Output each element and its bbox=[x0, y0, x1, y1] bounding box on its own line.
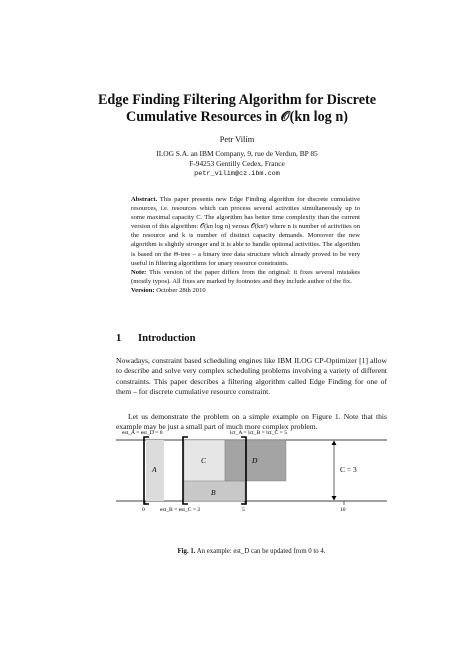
title-line-2: Cumulative Resources in 𝒪(kn log n) bbox=[126, 109, 348, 125]
abstract-label: Abstract. bbox=[131, 196, 158, 203]
author-name: Petr Vilím bbox=[219, 135, 255, 144]
section-title: Introduction bbox=[138, 333, 196, 344]
activity-c-label: C bbox=[201, 456, 207, 465]
section-number: 1 bbox=[116, 333, 122, 344]
label-lct-a-b-c: lct_A = lct_B = lct_C = 5 bbox=[230, 430, 288, 436]
version-label: Version: bbox=[131, 286, 155, 294]
abstract-block bbox=[131, 195, 360, 295]
figure-1 bbox=[0, 420, 474, 548]
version-text: October 28th 2010 bbox=[156, 286, 206, 294]
tick-label-10: 10 bbox=[340, 507, 346, 513]
note-label: Note: bbox=[131, 268, 147, 276]
capacity-label: C = 3 bbox=[340, 465, 357, 474]
affiliation-line-1: ILOG S.A. an IBM Company, 9, rue de Verdun, BP 85 bbox=[156, 149, 318, 158]
title-line-1: Edge Finding Filtering Algorithm for Discrete bbox=[97, 92, 377, 108]
intro-paragraph-1-text: Nowadays, constraint based scheduling engines like IBM ILOG CP-Optimizer [1] allow to describe and solve very complex scheduling problems involving a variety of different constraints. This paper describes a filtering algorithm called Edge Finding for one of them – for discrete cumulative resource constraint. bbox=[116, 356, 387, 397]
abstract-text: This paper presents new Edge Finding algorithm for discrete cumulative resources, i.e. resources which can process several activities simultaneously up to some maximal capacity C. The algorithm has better time complexity than the current version of this algorithm: 𝒪(kn log n) versus 𝒪(kn²) where n is number of activities on the resource and k is number of distinct capacity demands. Moreover the new algorithm is slightly stronger and it is able to handle optional activities. The algorithm is based on the Θ-tree – a binary tree data structure which already proved to be very useful in filtering algorithms for unary resource constraints. bbox=[131, 196, 361, 267]
figure-caption bbox=[116, 548, 387, 555]
capacity-indicator bbox=[332, 441, 357, 501]
tick-label-0: 0 bbox=[142, 507, 145, 513]
figure-labels-top bbox=[122, 430, 287, 436]
affiliation-line-2: F-94253 Gentilly Cedex, France bbox=[189, 159, 285, 168]
author-email: petr_vilim@cz.ibm.com bbox=[194, 170, 280, 178]
activity-a-label: A bbox=[152, 465, 157, 474]
capacity-arrow-up bbox=[332, 441, 337, 446]
note-text: This version of the paper differs from the original: it fixes several mistakes (mostly typos). All fixes are marked by footnotes and they include author of the fix. bbox=[131, 268, 360, 285]
figure-label: Fig. 1. bbox=[177, 548, 196, 555]
figure-caption-text: An example: est_D can be updated from 0 to 4. bbox=[196, 548, 326, 555]
intro-paragraph-1 bbox=[116, 356, 387, 398]
section-heading bbox=[116, 333, 196, 344]
capacity-arrow-down bbox=[332, 496, 337, 501]
intro-paragraph-2-text: Let us demonstrate the problem on a simple example on Figure 1. Note that this example may be just a small part of much more complex problem. bbox=[116, 412, 387, 432]
activity-b-label: B bbox=[211, 488, 216, 497]
activity-d-label: D bbox=[252, 456, 258, 465]
tick-label-5: 5 bbox=[242, 507, 245, 513]
label-est-b-c: est_B = est_C = 2 bbox=[160, 507, 201, 513]
paper-title bbox=[60, 92, 414, 126]
label-est-a-d: est_A = est_D = 0 bbox=[122, 430, 163, 436]
